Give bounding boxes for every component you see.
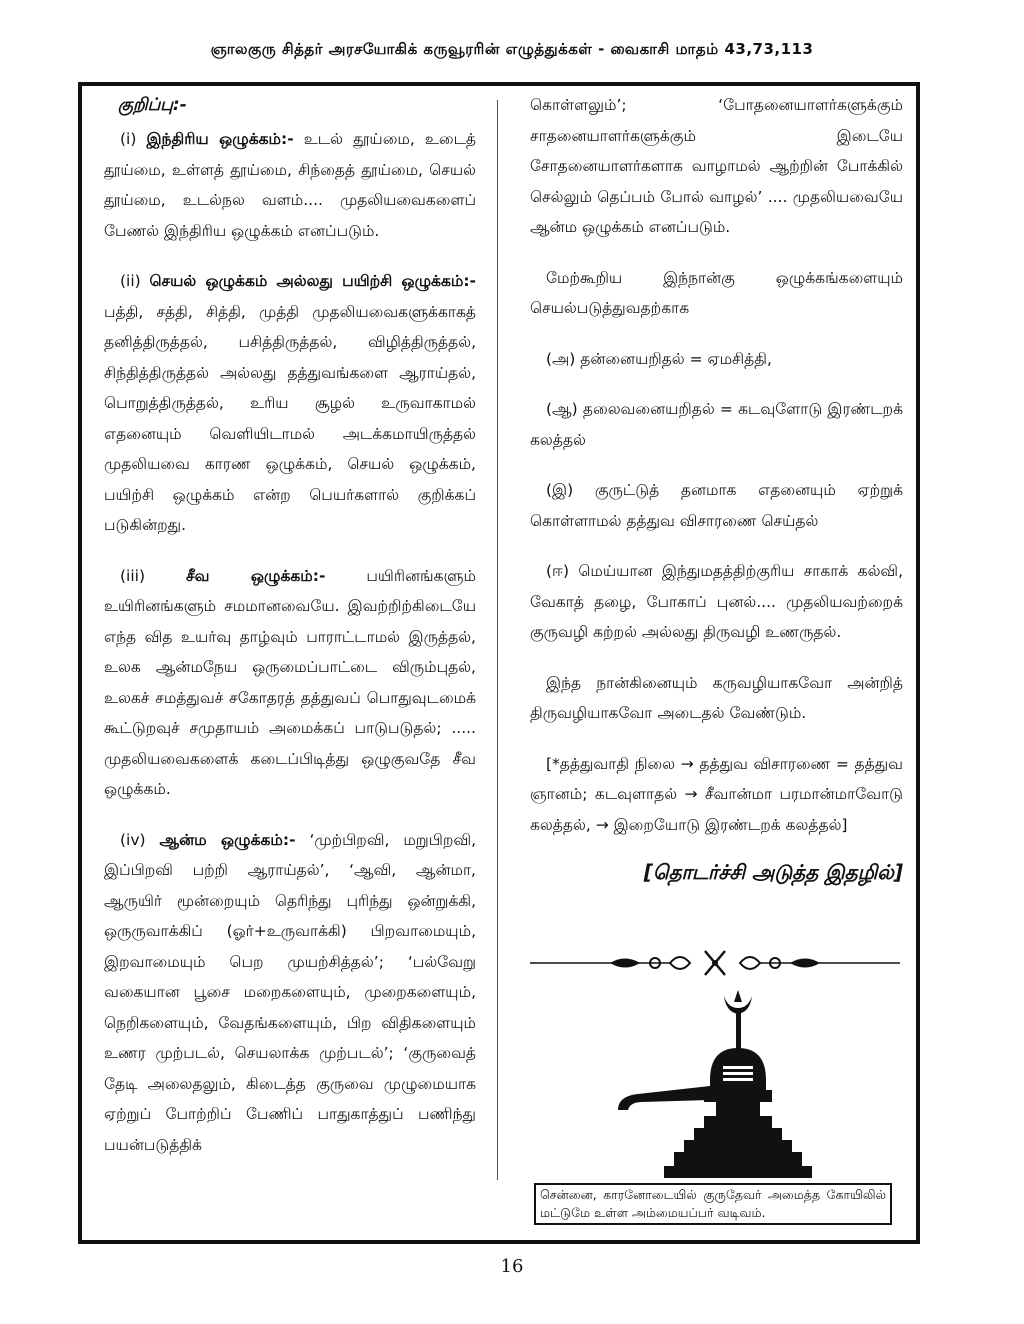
paragraph-intro: மேற்கூறிய இந்நான்கு ஒழுக்கங்களையும் செயல்படுத்துவதற்காக [530, 268, 903, 317]
paragraph-aanma [104, 825, 476, 1161]
page-number: 16 [500, 1256, 524, 1277]
list-item-a: (அ) தன்னையறிதல் = ஏமசித்தி, [546, 349, 772, 368]
continued-note: [தொடர்ச்சி அடுத்த இதழில்] [643, 860, 903, 884]
right-column [530, 90, 903, 887]
paragraph-seeva [104, 561, 476, 805]
column-divider [497, 100, 498, 1180]
paragraph-seyal [104, 266, 476, 541]
paragraph-aanma-continued: கொள்ளலும்’; ‘போதனையாளர்களுக்கும் சாதனையாளர்களுக்கும் இடையே சோதனையாளர்களாக வாழாமல் ஆற்றின் போக்கில் செல்லும் தெப்பம் போல் வாழல்’ .... முதலியவையே ஆன்ம ஒழுக்கம் எனப்படும். [530, 96, 903, 236]
item-text: உடல் தூய்மை, உடைத் தூய்மை, உள்ளத் தூய்மை, சிந்தைத் தூய்மை, செயல் தூய்மை, உடல்நல வளம்.... முதலியவைகளைப் பேணல் இந்திரிய ஒழுக்கம் எனப்படும். [104, 130, 476, 240]
item-heading: செயல் ஒழுக்கம் அல்லது பயிற்சி ஒழுக்கம்:- [149, 272, 476, 290]
list-item-ii: (ஈ) மெய்யான இந்துமதத்திற்குரிய சாகாக் கல்வி, வேகாத் தழை, போகாப் புனல்.... முதலியவற்றைக் குருவழி கற்றல் அல்லது திருவழி உணருதல். [530, 562, 903, 641]
paragraph-conclusion: இந்த நான்கினையும் கருவழியாகவோ அன்றித் திருவழியாகவோ அடைதல் வேண்டும். [530, 673, 903, 722]
page-header: ஞாலகுரு சித்தர் அரசயோகிக் கருவூரரின் எழுத்துக்கள் - வைகாசி மாதம் 43,73,113 [210, 40, 814, 58]
item-number: (iii) [120, 566, 146, 585]
item-number: (ii) [120, 272, 141, 290]
item-number: (i) [120, 130, 137, 148]
item-number: (iv) [120, 830, 146, 849]
item-text: பயிரினங்களும் உயிரினங்களும் சமமானவையே. இவற்றிற்கிடையே எந்த வித உயர்வு தாழ்வும் பாராட்டாமல் இருத்தல், உலக ஆன்மநேய ஒருமைப்பாட்டை விரும்புதல், உலகச் சமத்துவச் சகோதரத் தத்துவப் பொதுவுடமைக் கூட்டுறவுச் சமுதாயம் அமைக்கப் பாடுபடுதல்; ..... முதலியவைகளைக் கடைப்பிடித்து ஒழுகுவதே சீவ ஒழுக்கம். [104, 566, 476, 798]
ornament-divider [530, 948, 900, 978]
list-item-aa: (ஆ) தலைவனையறிதல் = கடவுளோடு இரண்டறக் கலத்தல் [530, 400, 903, 449]
footnote: [*தத்துவாதி நிலை → தத்துவ விசாரணை = தத்துவ ஞானம்; கடவுளாதல் → சீவான்மா பரமான்மாவோடு கலத்தல், → இறையோடு இரண்டறக் கலத்தல்] [530, 754, 903, 834]
section-heading: குறிப்பு:- [118, 95, 187, 115]
item-heading: இந்திரிய ஒழுக்கம்:- [146, 130, 294, 148]
left-column [104, 90, 476, 1160]
shivalinga-image [598, 990, 858, 1180]
item-heading: சீவ ஒழுக்கம்:- [186, 566, 326, 585]
item-text: பத்தி, சத்தி, சித்தி, முத்தி முதலியவைகளுக்காகத் தனித்திருத்தல், பசித்திருத்தல், விழித்திருத்தல், சிந்தித்திருத்தல் அல்லது தத்துவங்களை ஆராய்தல், பொறுத்திருத்தல், உரிய சூழல் உருவாகாமல் எதனையும் வெளியிடாமல் அடக்கமாயிருத்தல் முதலியவை காரண ஒழுக்கம், செயல் ஒழுக்கம், பயிற்சி ஒழுக்கம் என்ற பெயர்களால் குறிக்கப் படுகின்றது. [104, 302, 476, 534]
item-text: ‘முற்பிறவி, மறுபிறவி, இப்பிறவி பற்றி ஆராய்தல்’, ‘ஆவி, ஆன்மா, ஆருயிர் மூன்றையும் தெரிந்து புரிந்து ஒன்றுக்கி, ஒருருவாக்கிப் (ஓர்+உருவாக்கி) பிறவாமையும், இறவாமையும் பெற முயற்சித்தல்’; ‘பல்வேறு வகையான பூசை மறைகளையும், முறைகளையும், நெறிகளையும், வேதங்களையும், பிற விதிகளையும் உணர முற்படல், செயலாக்க முற்படல்’; ‘குருவைத் தேடி அலைதலும், கிடைத்த குருவை முழுமையாக ஏற்றுப் போற்றிப் பேணிப் பாதுகாத்துப் பணிந்து பயன்படுத்திக் [104, 830, 476, 1154]
image-caption: சென்னை, காரனோடையில் குருதேவர் அமைத்த கோயிலில் மட்டுமே உள்ள அம்மையப்பர் வடிவம். [534, 1183, 892, 1225]
paragraph-indriya [104, 124, 476, 246]
list-item-i: (இ) குருட்டுத் தனமாக எதனையும் ஏற்றுக் கொள்ளாமல் தத்துவ விசாரணை செய்தல் [530, 481, 903, 530]
item-heading: ஆன்ம ஒழுக்கம்:- [159, 830, 296, 849]
